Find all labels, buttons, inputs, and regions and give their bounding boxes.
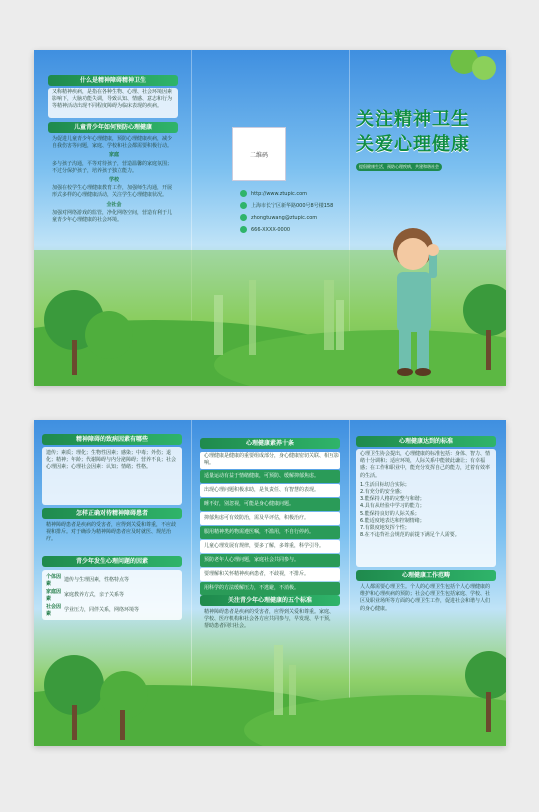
globe-icon <box>240 190 247 197</box>
contact-text: 上海市长宁区新华路000号8号楼158 <box>251 203 334 209</box>
factor-list <box>46 573 178 618</box>
brochure-outside <box>34 50 506 386</box>
list-item: 1.生活目标切合实际； <box>360 481 410 488</box>
section-heading: 儿童青少年如何预防心理健康 <box>48 122 178 133</box>
list-item: 服用精神类药物需遵医嘱，不滥用，不自行停药。 <box>200 526 340 539</box>
list-item: 8.在不违背社会规范的前提下满足个人需要。 <box>360 532 460 539</box>
section-heading: 怎样正确对待精神障碍患者 <box>42 508 182 519</box>
list-item <box>46 588 178 601</box>
list-item: 预防老年人心理问题，家庭社会共同参与。 <box>200 554 340 567</box>
section-heading: 青少年发生心理问题的因素 <box>42 556 182 567</box>
subheading: 家庭 <box>108 152 119 159</box>
contact-text: http://www.ztupic.com <box>251 190 308 197</box>
paragraph: 人人都需要心理卫生。个人的心理卫生包括个人心理健康的维护和心理疾病的预防；社会心理卫生包括家庭、学校、社区及职业场所等方面的心理卫生工作，促进社会和谐与人们的身心健康。 <box>360 584 491 612</box>
cover-title-line1: 关注精神卫生 <box>356 109 470 130</box>
subheading: 学校 <box>108 177 119 184</box>
list-item: 3.能保持人格的完整与和谐； <box>360 496 425 503</box>
list-item: 要理解和关怀精神疾病患者，不歧视，不排斥。 <box>200 568 340 581</box>
list-item: 2.有充分的安全感； <box>360 489 405 496</box>
list-item: 儿童心理发展有规律，要多了解，多尊重，科学引导。 <box>200 540 340 553</box>
location-icon <box>240 202 247 209</box>
list-item: 睡不好，别忽视，可能是身心健康问题。 <box>200 498 340 511</box>
paragraph: 遗传；素质；理化；生物性因素；感染；中毒；外伤；退化；精神；年龄；代谢障碍与内分泌障碍；营养不良；社会心理因素；心理社会因素：认知；情绪；性格。 <box>46 450 177 471</box>
list-item: 适量运动有益于情绪健康，可预防、缓解抑郁焦虑。 <box>200 470 340 483</box>
right-panel-body <box>360 451 492 539</box>
section-heading: 关注青少年心理健康的五个标准 <box>200 595 340 606</box>
cover-title-line2: 关爱心理健康 <box>356 134 470 155</box>
paragraph: 精神障碍患者是疾病的受害者，应得到关爱和尊重。家庭、学校、医疗机构和社会各方应共同参与，早发现、早干预，帮助患者回归社会。 <box>204 609 335 630</box>
list-item: 6.能适度地表达和控制情绪； <box>360 517 425 524</box>
factor-text: 学业压力，同伴关系，网络环境等 <box>64 607 140 613</box>
section-heading: 心理健康工作范畴 <box>356 570 496 581</box>
phone-icon <box>240 226 247 233</box>
list-item: 4.具有从经验中学习的能力； <box>360 503 425 510</box>
qr-code: 二维码 <box>232 127 286 181</box>
contact-row <box>240 202 333 209</box>
factor-text: 遗传与生理因素，性格特点等 <box>64 577 130 583</box>
subheading: 全社会 <box>106 201 122 208</box>
section-heading: 心理健康素养十条 <box>200 438 340 449</box>
list-item <box>46 573 178 586</box>
mail-icon <box>240 214 247 221</box>
contact-row <box>240 190 307 197</box>
factor-label: 社会因素 <box>46 603 62 617</box>
literacy-list <box>200 452 340 596</box>
contact-row <box>240 226 290 233</box>
paragraph: 精神障碍患者是疾病的受害者，应得到关爱和尊重，不应歧视和排斥。对于确诊为精神障碍患者应及时就医、规范治疗。 <box>46 522 177 543</box>
paragraph: 加强在校学生心理健康教育工作，加强师生沟通，开展形式多样的心理健康活动，关注学生心理健康状况。 <box>52 185 173 199</box>
paragraph: 加强对网络游戏的监管，净化网络空间，营造有利于儿童青少年心理健康的社会环境。 <box>52 209 173 224</box>
intro-text: 为促进儿童青少年心理健康，预防心理健康疾病，减少自我伤害等问题，家庭、学校和社会都需要积极行动。 <box>52 136 173 150</box>
left-panel-body <box>52 136 176 226</box>
cover-tagline: 提倡健康生活，预防心理疾病，共建和谐社会 <box>356 163 442 171</box>
intro-text: 又称精神疾病，是指在各种生物、心理、社会环境因素影响下，大脑功能失调，导致认知、情感、意志和行为等精神活动出现不同程度障碍为临床表现的疾病。 <box>52 89 173 110</box>
contact-row <box>240 214 317 221</box>
brochure-inside <box>34 420 506 746</box>
list-item: 7.有限度地发挥个性； <box>360 525 410 532</box>
list-item: 抑郁焦虑可有效防治，需及早评估，积极治疗。 <box>200 512 340 525</box>
section-heading: 什么是精神障碍精神卫生 <box>48 75 178 86</box>
list-item: 5.能保持良好的人际关系； <box>360 510 420 517</box>
doctor-illustration <box>379 222 451 382</box>
section-heading: 精神障碍的致病因素有哪些 <box>42 434 182 445</box>
factor-label: 家庭因素 <box>46 588 62 602</box>
factor-text: 家庭教养方式，亲子关系等 <box>64 592 125 598</box>
list-item: 用科学的方法缓解压力，不逃避，不消极。 <box>200 582 340 595</box>
factor-label: 个体因素 <box>46 573 62 587</box>
list-item: 出现心理问题积极求助，是负责任、有智慧的表现。 <box>200 484 340 497</box>
intro-text: 心理卫生协会提出，心理健康的标准包括：身体、智力、情绪十分调和；适应环境，人际关系中能彼此谦让；有幸福感；在工作和职业中，能充分发挥自己的能力，过着有效率的生活。 <box>360 451 491 479</box>
contact-text: zhongtuwang@ztupic.com <box>251 214 318 221</box>
contact-text: 666-XXXX-0000 <box>251 226 291 233</box>
list-item <box>46 603 178 616</box>
section-heading: 心理健康达到的标准 <box>356 436 496 447</box>
list-item: 心理健康是健康的重要组成部分，身心健康密切关联、相互影响。 <box>200 452 340 469</box>
paragraph: 多与孩子沟通，平等对待孩子，营造温馨的家庭氛围；不过分保护孩子，培养孩子独立能力。 <box>52 160 173 174</box>
